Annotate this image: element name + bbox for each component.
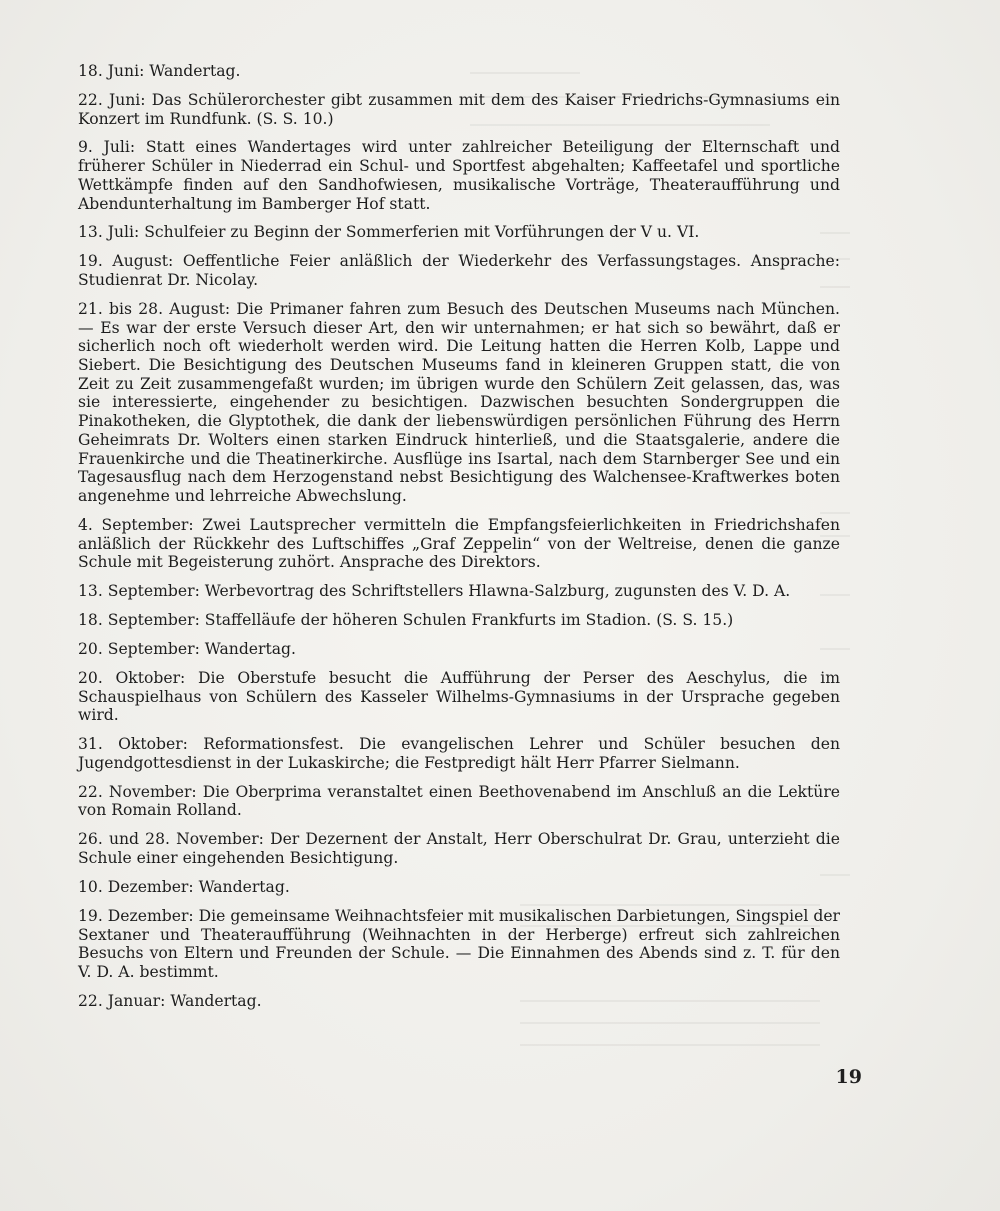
chronicle-entry: 20. September: Wandertag.	[78, 639, 296, 658]
chronicle-entry: 22. Juni: Das Schülerorchester gibt zusammen mit dem des Kaiser Friedrichs-Gymnasiums ein Konzert im Rundfunk. (S. S. 10.)	[78, 90, 840, 128]
chronicle-entry: 13. Juli: Schulfeier zu Beginn der Sommerferien mit Vorführungen der V u. VI.	[78, 223, 700, 242]
chronicle-entry: 9. Juli: Statt eines Wandertages wird unter zahlreicher Beteiligung der Elternschaft und früherer Schüler in Niederrad ein Schul- und Sportfest abgehalten; Kaffeetafel und sportliche Wettkämpfe finden auf den Sandhofwiesen, musikalische Vorträge, Theateraufführung und Abendunterhaltung im Bamberger Hof statt.	[78, 138, 840, 213]
chronicle-entry: 10. Dezember: Wandertag.	[78, 877, 290, 896]
chronicle-entry: 21. bis 28. August: Die Primaner fahren zum Besuch des Deutschen Museums nach München. — Es war der erste Versuch dieser Art, den wir unternahmen; er hat sich so bewährt, daß er sicherlich noch oft wiederholt werden wird. Die Leitung hatten die Herren Kolb, Lappe und Siebert. Die Besichtigung des Deutschen Museums fand in kleineren Gruppen statt, die von Zeit zu Zeit zusammengefaßt wurden; im übrigen wurde den Schülern Zeit gelassen, das, was sie interessierte, eingehender zu besichtigen. Dazwischen besuchten Sondergruppen die Pinakotheken, die Glyptothek, die dank der liebenswürdigen persönlichen Führung des Herrn Geheimrats Dr. Wolters einen starken Eindruck hinterließ, und die Staatsgalerie, andere die Frauenkirche und die Theatinerkirche. Ausflüge ins Isartal, nach dem Starnberger See und ein Tagesausflug nach dem Herzogenstand nebst Besichtigung des Walchensee-Kraftwerkes boten angenehme und lehrreiche Abwechslung.	[78, 299, 840, 505]
chronicle-entry: 31. Oktober: Reformationsfest. Die evangelischen Lehrer und Schüler besuchen den Jugendgottesdienst in der Lukaskirche; die Festpredigt hält Herr Pfarrer Sielmann.	[78, 735, 840, 772]
chronicle-text	[78, 62, 840, 1021]
chronicle-entry: 22. November: Die Oberprima veranstaltet einen Beethovenabend im Anschluß an die Lektüre von Romain Rolland.	[78, 782, 840, 820]
chronicle-entry: 18. September: Staffelläufe der höheren Schulen Frankfurts im Stadion. (S. S. 15.)	[78, 611, 734, 630]
chronicle-entry: 19. August: Oeffentliche Feier anläßlich der Wiederkehr des Verfassungstages. Ansprache: Studienrat Dr. Nicolay.	[78, 252, 840, 290]
chronicle-entry: 13. September: Werbevortrag des Schriftstellers Hlawna-Salzburg, zugunsten des V. D. A.	[78, 582, 791, 601]
chronicle-entry: 26. und 28. November: Der Dezernent der Anstalt, Herr Oberschulrat Dr. Grau, unterzieht die Schule einer eingehenden Besichtigung.	[78, 830, 840, 868]
chronicle-entry: 19. Dezember: Die gemeinsame Weihnachtsfeier mit musikalischen Darbietungen, Singspiel der Sextaner und Theateraufführung (Weihnachten in der Herberge) erfreut sich zahlreichen Besuchs von Eltern und Freunden der Schule. — Die Einnahmen des Abends sind z. T. für den V. D. A. bestimmt.	[78, 906, 840, 981]
chronicle-entry: 18. Juni: Wandertag.	[78, 62, 241, 80]
chronicle-entry: 4. September: Zwei Lautsprecher vermitteln die Empfangsfeierlichkeiten in Friedrichshafen anläßlich der Rückkehr des Luftschiffes „Graf Zeppelin“ von der Weltreise, denen die ganze Schule mit Begeisterung zuhört. Ansprache des Direktors.	[78, 515, 840, 572]
page-number: 19	[835, 1066, 862, 1088]
chronicle-entry: 20. Oktober: Die Oberstufe besucht die Aufführung der Perser des Aeschylus, die im Schauspielhaus von Schülern des Kasseler Wilhelms-Gymnasiums in der Ursprache gegeben wird.	[78, 668, 840, 725]
chronicle-entry: 22. Januar: Wandertag.	[78, 991, 262, 1010]
